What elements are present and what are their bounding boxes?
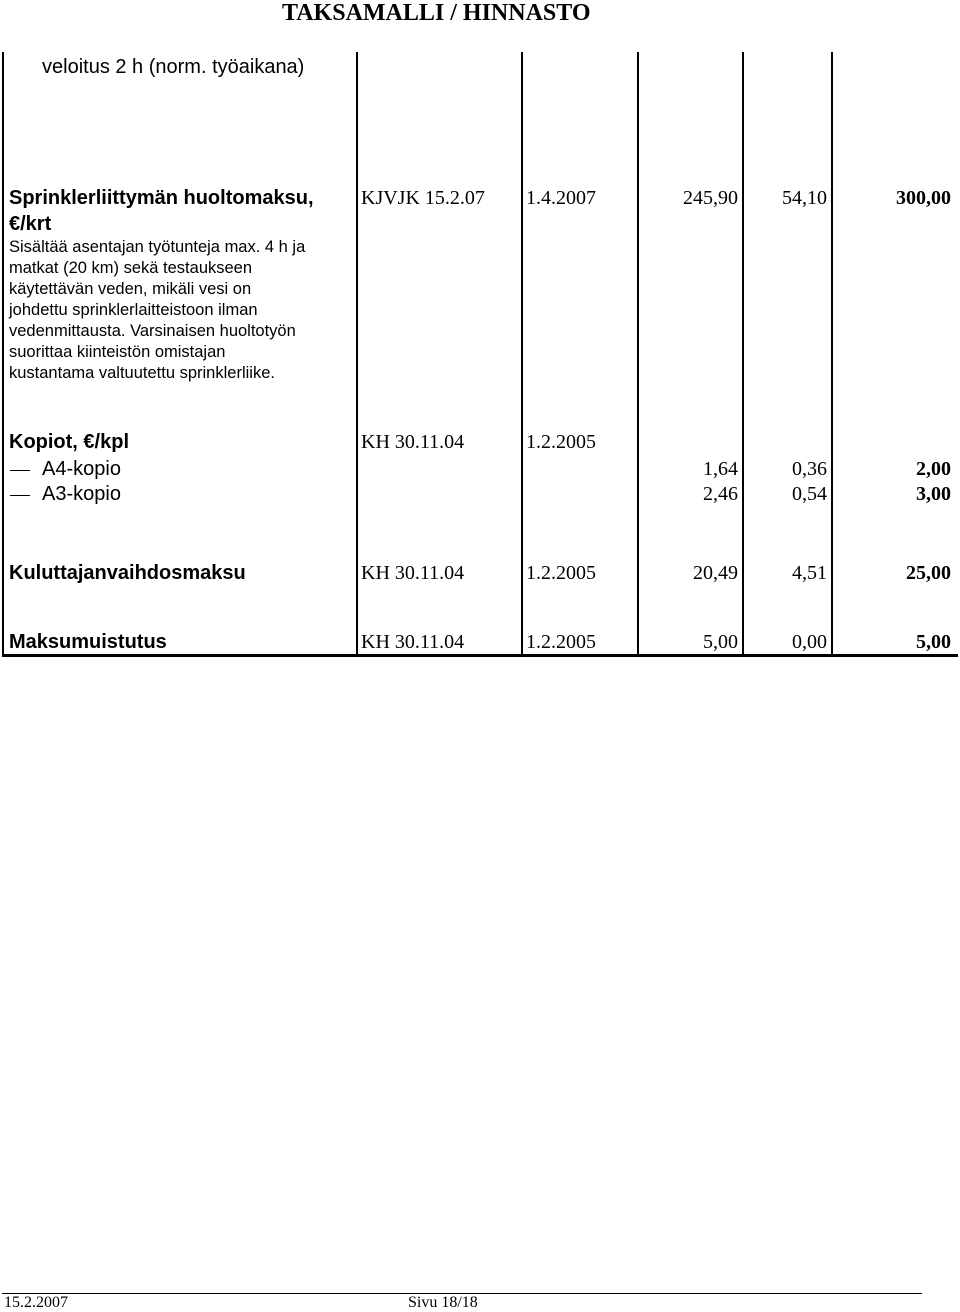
sprinkler-note-line: kustantama valtuutettu sprinklerliike. <box>9 364 275 382</box>
veloitus-label: veloitus 2 h (norm. työaikana) <box>42 56 305 78</box>
table-bottom-border <box>2 654 958 657</box>
kuluttaja-net-price: 20,49 <box>693 562 738 584</box>
sprinkler-unit: €/krt <box>9 213 52 235</box>
kopiot-title: Kopiot, €/kpl <box>9 431 129 453</box>
list-dash <box>10 495 30 496</box>
sprinkler-note-line: käytettävän veden, mikäli vesi on <box>9 280 252 298</box>
column-divider-5 <box>831 52 833 657</box>
maksumuistutus-title: Maksumuistutus <box>9 631 167 653</box>
kuluttaja-vat: 4,51 <box>792 562 827 584</box>
sprinkler-vat: 54,10 <box>782 187 827 209</box>
sprinkler-note-line: johdettu sprinklerlaitteistoon ilman <box>9 301 258 319</box>
sprinkler-title: Sprinklerliittymän huoltomaksu, <box>9 187 314 209</box>
sprinkler-total: 300,00 <box>896 187 951 209</box>
maksumuistutus-valid-from: 1.2.2005 <box>526 631 596 653</box>
footer-page-number: Sivu 18/18 <box>408 1294 478 1311</box>
footer-date: 15.2.2007 <box>4 1294 68 1311</box>
maksumuistutus-total: 5,00 <box>916 631 951 653</box>
sprinkler-net-price: 245,90 <box>683 187 738 209</box>
column-divider-4 <box>742 52 744 657</box>
kopiot-valid-from: 1.2.2005 <box>526 431 596 453</box>
a3-copy-total: 3,00 <box>916 483 951 505</box>
column-divider-1 <box>356 52 358 657</box>
a3-copy-label: A3-kopio <box>42 483 121 505</box>
a4-copy-label: A4-kopio <box>42 458 121 480</box>
kuluttaja-valid-from: 1.2.2005 <box>526 562 596 584</box>
sprinkler-valid-from: 1.4.2007 <box>526 187 596 209</box>
column-divider-3 <box>637 52 639 657</box>
kuluttaja-total: 25,00 <box>906 562 951 584</box>
sprinkler-note-line: vedenmittausta. Varsinaisen huoltotyön <box>9 322 296 340</box>
maksumuistutus-vat: 0,00 <box>792 631 827 653</box>
a4-copy-net-price: 1,64 <box>703 458 738 480</box>
a3-copy-vat: 0,54 <box>792 483 827 505</box>
column-divider-2 <box>521 52 523 657</box>
table-border-left <box>2 52 4 657</box>
kuluttaja-decision: KH 30.11.04 <box>361 562 465 584</box>
maksumuistutus-net-price: 5,00 <box>703 631 738 653</box>
list-dash <box>10 470 30 471</box>
kopiot-decision: KH 30.11.04 <box>361 431 465 453</box>
a4-copy-vat: 0,36 <box>792 458 827 480</box>
sprinkler-note-line: suorittaa kiinteistön omistajan <box>9 343 226 361</box>
page-title: TAKSAMALLI / HINNASTO <box>282 0 591 26</box>
sprinkler-note-line: matkat (20 km) sekä testaukseen <box>9 259 253 277</box>
kuluttaja-title: Kuluttajanvaihdosmaksu <box>9 562 246 584</box>
a3-copy-net-price: 2,46 <box>703 483 738 505</box>
a4-copy-total: 2,00 <box>916 458 951 480</box>
maksumuistutus-decision: KH 30.11.04 <box>361 631 465 653</box>
sprinkler-note-line: Sisältää asentajan työtunteja max. 4 h ja <box>9 238 306 256</box>
sprinkler-decision: KJVJK 15.2.07 <box>361 187 485 209</box>
